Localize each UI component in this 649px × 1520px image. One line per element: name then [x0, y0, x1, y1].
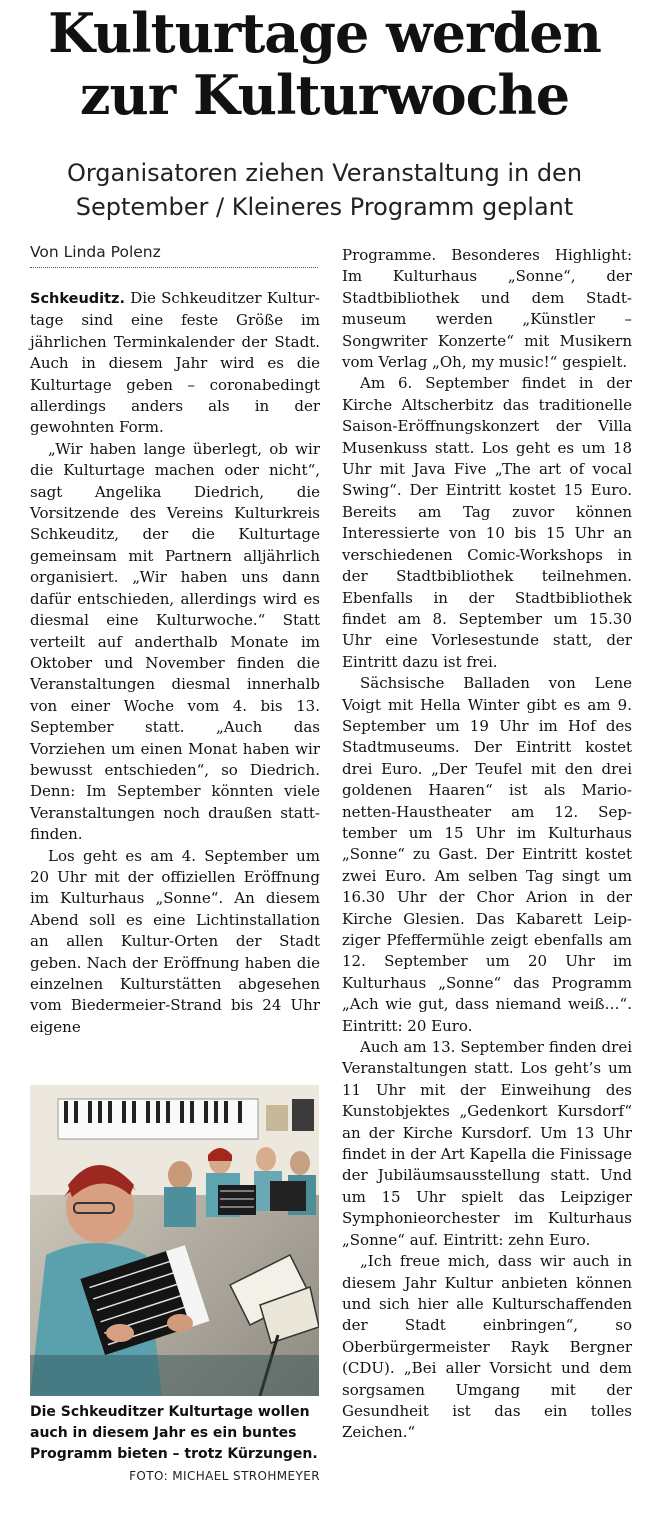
- paragraph: Sächsische Balladen von Lene Voigt mit Hella Winter gibt es am 9. September um 19 Uhr im Hof des Stadtmuseums. Der Eintritt kostet drei Euro. „Der Teufel mit den drei goldenen Haaren“ ist als Marionetten-Haustheater am 12. September um 15 Uhr im Kulturhaus „Sonne“ zu Gast. Der Eintritt kostet zwei Euro. Am selben Tag singt um 16.30 Uhr der Chor Arion in der Kirche Glesien. Das Kabarett Leipziger Pfeffermühle zeigt ebenfalls am 12. September um 20 Uhr im Kulturhaus „Sonne“ das Programm „Ach wie gut, dass niemand weiß…“. Eintritt: 20 Euro.: [342, 674, 632, 1035]
- photo-caption: [30, 1402, 320, 1487]
- paragraph: Programme. Besonderes Highlight: Im Kulturhaus „Sonne“, der Stadtbibliothek und dem Stadtmuseum werden „Künstler – Songwriter Konzerte“ mit Musikern vom Verlag „Oh, my music!“ gespielt.: [342, 246, 632, 372]
- paragraph-text: Die Schkeuditzer Kulturtage sind eine feste Größe im jährlichen Terminkalender der Stadt. Auch in diesem Jahr wird es die Kulturtage geben – coronabedingt allerdings anders als in der gewohnten Form.: [30, 289, 320, 437]
- paragraph: Auch am 13. September finden drei Veranstaltungen statt. Los geht’s um 11 Uhr mit der Einweihung des Kunstobjektes „Gedenkort Kursdorf“ an der Kirche Kursdorf. Um 13 Uhr findet in der Art Kapella die Finissage der Jubiläumsausstellung statt. Und um 15 Uhr spielt das Leipziger Symphonieorchester im Kulturhaus „Sonne“ auf. Eintritt: zehn Euro.: [342, 1038, 632, 1249]
- paragraph: [30, 288, 320, 439]
- caption-text: Die Schkeuditzer Kulturtage wollen auch in diesem Jahr es ein buntes Programm bieten – trotz Kürzungen.: [30, 1404, 318, 1462]
- paragraph: Los geht es am 4. September um 20 Uhr mit der offiziellen Eröffnung im Kulturhaus „Sonne“. An diesem Abend soll es eine Lichtinstallation an allen Kultur-Orten der Stadt geben. Nach der Eröffnung haben die einzelnen Kulturstätten abgesehen vom Biedermeier-Strand bis 24 Uhr eigene: [30, 846, 320, 1036]
- subheadline: Organisatoren ziehen Veranstaltung in den September / Kleineres Programm geplant: [66, 159, 583, 221]
- paragraph: Am 6. September findet in der Kirche Altscherbitz das traditionelle Saison-Eröffnungskonzert der Villa Musenkuss statt. Los geht es um 18 Uhr mit Java Five „The art of vocal Swing“. Der Eintritt kostet 15 Euro. Bereits am Tag zuvor können Interessierte von 10 bis 15 Uhr an verschiedenen Comic-Workshops in der Stadtbibliothek teilnehmen. Ebenfalls in der Stadtbibliothek findet am 8. September um 15.30 Uhr eine Vorlesestunde statt, der Eintritt dazu ist frei.: [342, 374, 632, 671]
- dateline: Schkeuditz.: [30, 291, 126, 307]
- paragraph: „Wir haben lange überlegt, ob wir die Kulturtage machen oder nicht“, sagt Angelika Diedrich, die Vorsitzende des Vereins Kulturkreis Schkeuditz, der die Kulturtage gemeinsam mit Partnern alljährlich organisiert. „Wir haben uns dann dafür entschieden, allerdings wird es diesmal eine Kulturwoche.“ Statt verteilt auf anderthalb Monate im Oktober und November finden die Veranstaltungen diesmal innerhalb von einer Woche vom 4. bis 13. September statt. „Auch das Vorziehen um einen Monat haben wir bewusst entschieden“, so Diedrich. Denn: Im September könnten viele Veranstaltungen noch draußen stattfinden.: [30, 439, 320, 844]
- article-column-2: [342, 245, 632, 1444]
- accordion-orchestra-photo: [30, 1085, 319, 1396]
- headline: Kulturtage werden zur Kulturwoche: [48, 1, 601, 127]
- article-column-1: [30, 288, 320, 1038]
- photo-credit: FOTO: MICHAEL STROHMEYER: [129, 1469, 320, 1483]
- paragraph: „Ich freue mich, dass wir auch in diesem Jahr Kultur anbieten können und sich hier alle Kulturschaffenden der Stadt einbringen“, so Oberbürgermeister Rayk Bergner (CDU). „Bei aller Vorsicht und dem sorgsamen Umgang mit der Gesundheit ist das ein tolles Zeichen.“: [342, 1252, 632, 1442]
- byline: Von Linda Polenz: [30, 243, 318, 268]
